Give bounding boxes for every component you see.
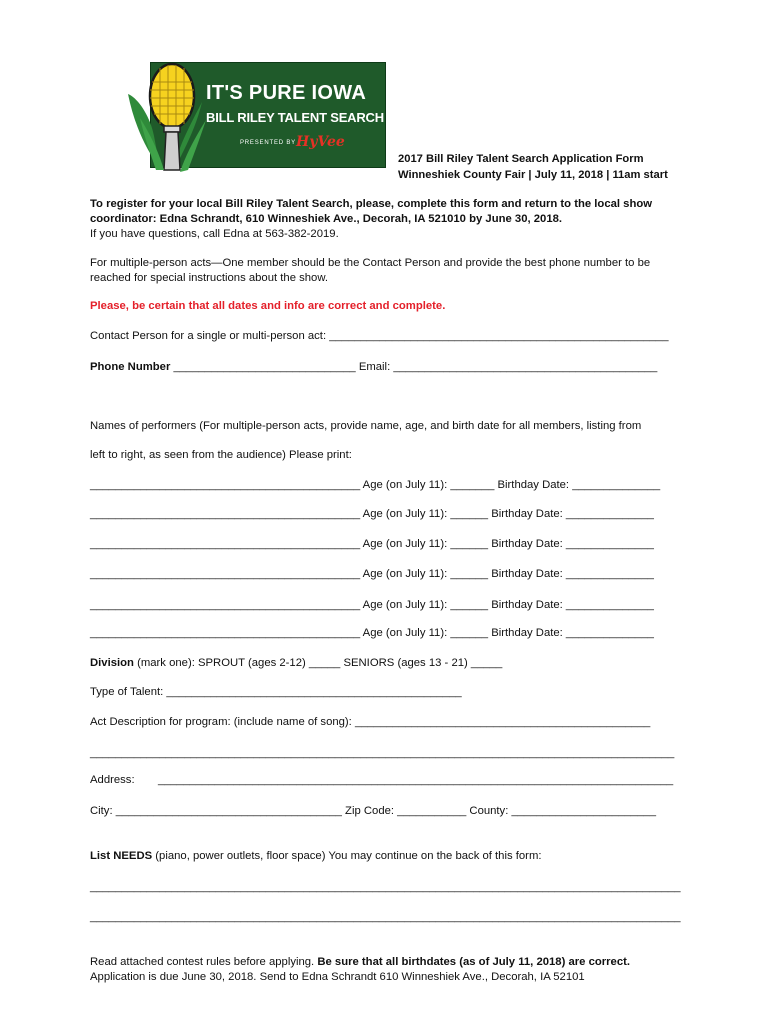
division-options: (mark one): SPROUT (ages 2-12) _____ SENIORS (ages 13 - 21) _____	[133, 657, 503, 669]
performers-intro-2: left to right, as seen from the audience) Please print:	[90, 449, 352, 461]
footer-line-1	[90, 955, 630, 969]
needs-field	[90, 849, 542, 863]
footer-rules-note: Read attached contest rules before applying.	[90, 956, 318, 968]
needs-description: (piano, power outlets, floor space) You may continue on the back of this form:	[152, 850, 542, 862]
intro-line-2: coordinator: Edna Schrandt, 610 Winneshiek Ave., Decorah, IA 521010 by June 30, 2018.	[90, 213, 563, 225]
multi-person-line-2: reached for special instructions about the show.	[90, 272, 329, 284]
sponsor-logo: HyVee	[296, 134, 345, 150]
needs-blank-2[interactable]: ______________________________________________________________________________________________	[90, 911, 681, 923]
division-label: Division	[90, 657, 134, 669]
phone-email-blank: _____________________________ Email: __________________________________________	[170, 361, 658, 373]
address-label: Address:	[90, 774, 135, 786]
performer-row[interactable]: ___________________________________________ Age (on July 11): ______ Birthday Date: ______________	[90, 627, 654, 639]
address-field[interactable]: __________________________________________________________________________________	[158, 774, 674, 786]
multi-person-line-1: For multiple-person acts—One member should be the Contact Person and provide the best phone number to be	[90, 257, 651, 269]
intro-line-3: If you have questions, call Edna at 563-382-2019.	[90, 228, 339, 240]
act-description-field[interactable]: Act Description for program: (include name of song): _______________________________________________	[90, 716, 651, 728]
logo-subtitle: BILL RILEY TALENT SEARCH	[206, 110, 384, 125]
phone-label: Phone Number	[90, 361, 171, 373]
form-title: 2017 Bill Riley Talent Search Application Form	[398, 153, 644, 165]
performer-row[interactable]: ___________________________________________ Age (on July 11): ______ Birthday Date: ______________	[90, 599, 654, 611]
corn-microphone-icon	[120, 58, 210, 178]
performers-intro-1: Names of performers (For multiple-person acts, provide name, age, and birth date for all members, listing from	[90, 420, 642, 432]
needs-blank-1[interactable]: ______________________________________________________________________________________________	[90, 881, 681, 893]
division-field[interactable]	[90, 656, 502, 670]
talent-type-field[interactable]: Type of Talent: _______________________________________________	[90, 686, 462, 698]
needs-label: List NEEDS	[90, 850, 153, 862]
event-logo	[120, 58, 388, 178]
warning-text	[90, 299, 445, 313]
performer-row[interactable]: ___________________________________________ Age (on July 11): ______ Birthday Date: ______________	[90, 508, 654, 520]
intro-line-1: To register for your local Bill Riley Talent Search, please, complete this form and return to the local show	[90, 198, 653, 210]
performer-row[interactable]: ___________________________________________ Age (on July 11): _______ Birthday Date: ______________	[90, 479, 661, 491]
logo-presented-by: PRESENTED BY	[240, 140, 296, 146]
form-subtitle: Winneshiek County Fair | July 11, 2018 | 11am start	[398, 168, 668, 181]
act-description-blank[interactable]: _____________________________________________________________________________________________	[90, 747, 675, 759]
city-zip-county-field[interactable]: City: ____________________________________ Zip Code: ___________ County: _______________________	[90, 805, 656, 817]
warning-part-1: Please, be certain that all dates and info are correct	[90, 300, 367, 312]
footer-line-2: Application is due June 30, 2018. Send to Edna Schrandt 610 Winneshiek Ave., Decorah, IA 52101	[90, 971, 585, 983]
performer-row[interactable]: ___________________________________________ Age (on July 11): ______ Birthday Date: ______________	[90, 568, 654, 580]
footer-birthdate-note: Be sure that all birthdates (as of July 11, 2018) are correct.	[317, 956, 631, 968]
performer-row[interactable]: ___________________________________________ Age (on July 11): ______ Birthday Date: ______________	[90, 538, 654, 550]
contact-person-field[interactable]: Contact Person for a single or multi-person act: ______________________________________________________	[90, 330, 669, 342]
warning-part-2: and complete.	[366, 300, 446, 312]
logo-title: IT'S PURE IOWA	[206, 82, 367, 104]
phone-email-field[interactable]	[90, 360, 657, 374]
form-header	[398, 152, 668, 183]
